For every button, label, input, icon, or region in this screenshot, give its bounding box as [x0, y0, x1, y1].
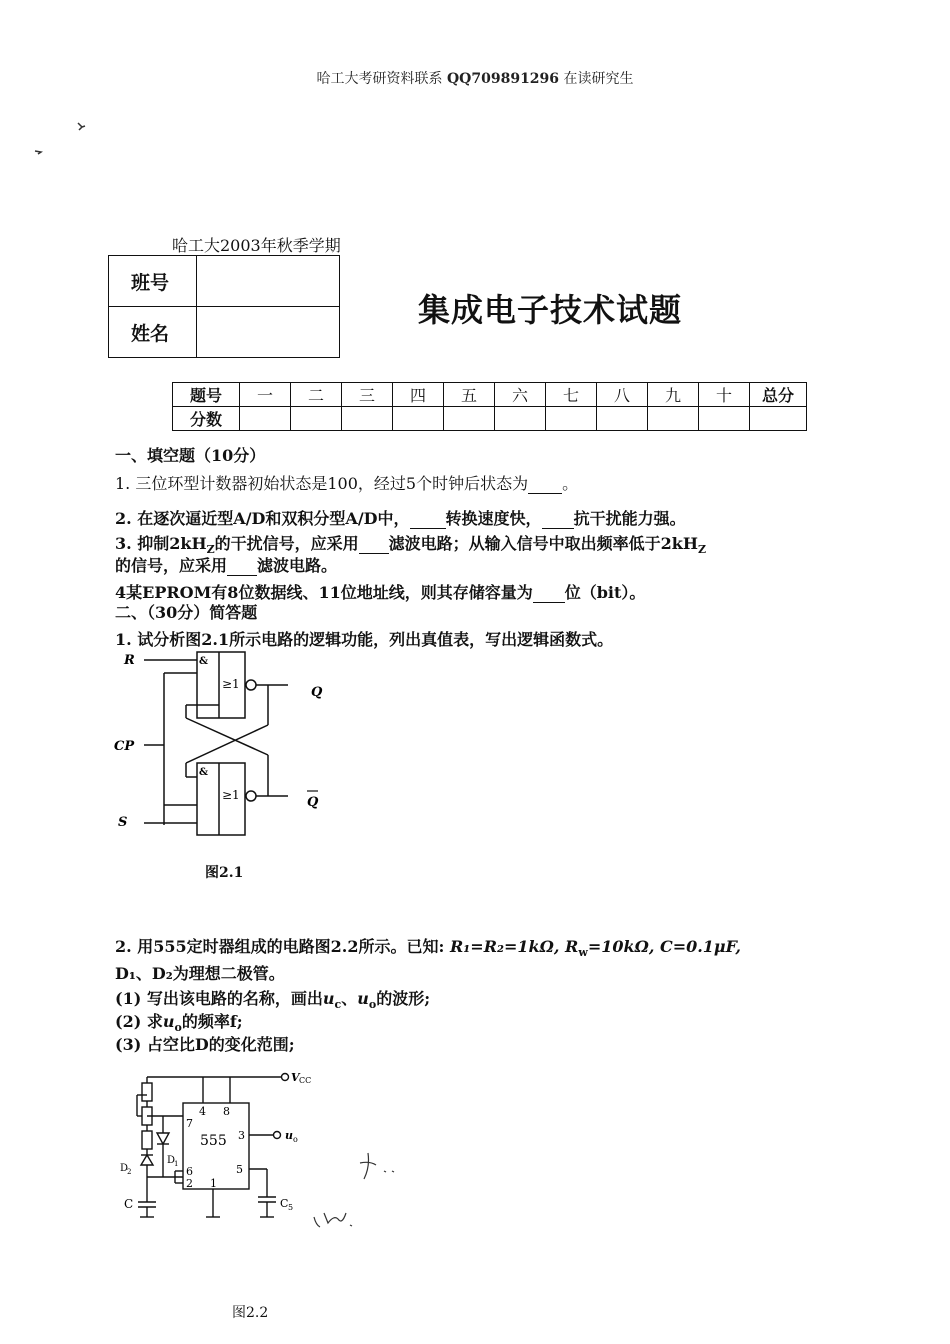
score-cell [444, 407, 495, 431]
q3-sub: Z [206, 543, 215, 557]
q2-part1-sep: 、 [341, 989, 358, 1008]
q2-part2-sub: o [174, 1021, 182, 1035]
uo-sub: o [293, 1135, 298, 1144]
scan-specks [30, 115, 90, 160]
handwritten-marks [300, 1135, 420, 1245]
score-cell [495, 407, 546, 431]
score-cell [597, 407, 648, 431]
q2-text-c: 抗干扰能力强。 [573, 509, 686, 528]
short-question-2-line2: D₁、D₂为理想二极管。 [115, 964, 285, 983]
col-header: 八 [597, 383, 648, 407]
q4-blank [533, 583, 565, 603]
col-header: 六 [495, 383, 546, 407]
label-q-bar: Q [307, 795, 319, 810]
label-r: R [124, 653, 135, 668]
q2-part1 [115, 986, 430, 1011]
and-symbol-top: & [199, 656, 209, 667]
pin-3: 3 [238, 1129, 245, 1142]
label-q: Q [311, 685, 323, 700]
pin-2: 2 [186, 1177, 193, 1190]
c5-sub: 5 [288, 1203, 294, 1212]
q3-text-e: 滤波电路。 [257, 556, 338, 575]
resistor-r2 [142, 1131, 152, 1149]
nor-symbol-bottom: ≥1 [222, 788, 240, 802]
q2-part2-text: (2) 求 [115, 1012, 163, 1031]
q2-part1-var2: u [357, 989, 369, 1008]
q1-text: 1. 三位环型计数器初始状态是100，经过5个时钟后状态为 [115, 474, 529, 493]
name-field [197, 307, 340, 358]
q2-part2 [115, 1009, 243, 1034]
score-cell [291, 407, 342, 431]
q2-blank-2 [542, 509, 574, 529]
col-header: 五 [444, 383, 495, 407]
q2-blank-1 [410, 509, 446, 529]
score-cell [342, 407, 393, 431]
q2-part2-end: 的频率f; [181, 1012, 243, 1031]
header-prefix: 哈工大考研资料联系 [316, 71, 443, 87]
d2-sub: 2 [127, 1168, 132, 1176]
label-s: S [118, 815, 128, 830]
pin-8: 8 [223, 1105, 230, 1118]
score-cell [393, 407, 444, 431]
q2-part3: (3) 占空比D的变化范围; [115, 1035, 295, 1054]
score-table [172, 382, 807, 431]
col-header: 三 [342, 383, 393, 407]
q3-blank-2 [227, 556, 257, 576]
q4-text-b: 位（bit）。 [564, 583, 646, 602]
score-cell [699, 407, 750, 431]
q3-text-c: 滤波电路；从输入信号中取出频率低于2kH [388, 534, 699, 553]
d1-sub: 1 [174, 1160, 179, 1168]
pin-1: 1 [210, 1177, 217, 1190]
vcc-label: V [291, 1071, 300, 1084]
label-cp: CP [114, 739, 135, 754]
uo-label: u [285, 1129, 293, 1142]
d1-label: D [167, 1155, 176, 1166]
q3-sub2: Z [698, 543, 707, 557]
vcc-sub: CC [299, 1076, 312, 1085]
pin-7: 7 [186, 1117, 193, 1130]
question-number-label: 题号 [173, 383, 240, 407]
pin-6: 6 [186, 1165, 193, 1178]
q1-blank [528, 474, 562, 494]
score-cell-total [750, 407, 807, 431]
c-label: C [124, 1197, 134, 1211]
pin-5: 5 [236, 1163, 243, 1176]
q2-part2-var: u [162, 1012, 175, 1031]
score-cell [240, 407, 291, 431]
nor-symbol-top: ≥1 [222, 677, 240, 691]
fill-question-3-line2 [115, 553, 337, 576]
q2-params-c: =10kΩ, C=0.1μF, [587, 937, 741, 956]
short-question-2-line1 [115, 934, 741, 959]
section1-heading: 一、填空题（10分） [115, 446, 266, 465]
q2-part1-o: o [368, 998, 377, 1012]
header-qq: QQ709891296 [446, 71, 560, 87]
resistor-r1 [142, 1083, 152, 1101]
section2-heading: 二、（30分）简答题 [115, 603, 258, 622]
q3-text-d: 的信号，应采用 [115, 556, 228, 575]
col-header-total: 总分 [750, 383, 807, 407]
diode-d1 [157, 1133, 169, 1144]
q2-params-w: w [578, 946, 588, 960]
q2-part1-c: c [334, 998, 342, 1012]
col-header: 二 [291, 383, 342, 407]
chip-label: 555 [200, 1133, 227, 1149]
fill-question-1 [115, 471, 578, 494]
student-info-table [108, 255, 340, 358]
d2-label: D [120, 1163, 129, 1174]
class-label: 班号 [109, 256, 197, 307]
score-cell [648, 407, 699, 431]
q3-text-b: 的干扰信号，应采用 [214, 534, 359, 553]
page-title: 集成电子技术试题 [418, 291, 683, 329]
class-field [197, 256, 340, 307]
diode-d2 [141, 1155, 153, 1165]
pin-4: 4 [199, 1105, 206, 1118]
c5-label: C [280, 1197, 289, 1210]
q2-part1-text: (1) 写出该电路的名称，画出 [115, 989, 323, 1008]
page-header [0, 68, 950, 88]
header-suffix: 在读研究生 [563, 71, 634, 87]
semester-label: 哈工大2003年秋季学期 [172, 236, 341, 255]
q4-text-a: 4某EPROM有8位数据线、11位地址线，则其存储容量为 [115, 583, 533, 602]
col-header: 一 [240, 383, 291, 407]
short-question-1: 1. 试分析图2.1所示电路的逻辑功能，列出真值表，写出逻辑函数式。 [115, 630, 614, 649]
q3-text-a: 3. 抑制2kH [115, 534, 207, 553]
q3-blank-1 [359, 534, 389, 554]
col-header: 七 [546, 383, 597, 407]
figure-2-1-caption: 图2.1 [205, 865, 244, 881]
q1-end: 。 [562, 474, 579, 493]
score-cell [546, 407, 597, 431]
q2-text-a: 2. 在逐次逼近型A/D和双积分型A/D中， [115, 509, 410, 528]
col-header: 十 [699, 383, 750, 407]
and-symbol-bottom: & [199, 767, 209, 778]
fill-question-2 [115, 506, 686, 529]
name-label: 姓名 [109, 307, 197, 358]
q2-part1-end: 的波形; [376, 989, 431, 1008]
q2-params-a: R₁=R₂=1kΩ, R [450, 937, 579, 956]
col-header: 四 [393, 383, 444, 407]
q2-part1-var: u [322, 989, 335, 1008]
q2-intro: 2. 用555定时器组成的电路图2.2所示。已知: [115, 937, 445, 956]
q2-text-b: 转换速度快， [445, 509, 542, 528]
figure-2-1-circuit [108, 645, 348, 845]
score-label: 分数 [173, 407, 240, 431]
col-header: 九 [648, 383, 699, 407]
figure-2-2-caption: 图2.2 [232, 1305, 269, 1321]
